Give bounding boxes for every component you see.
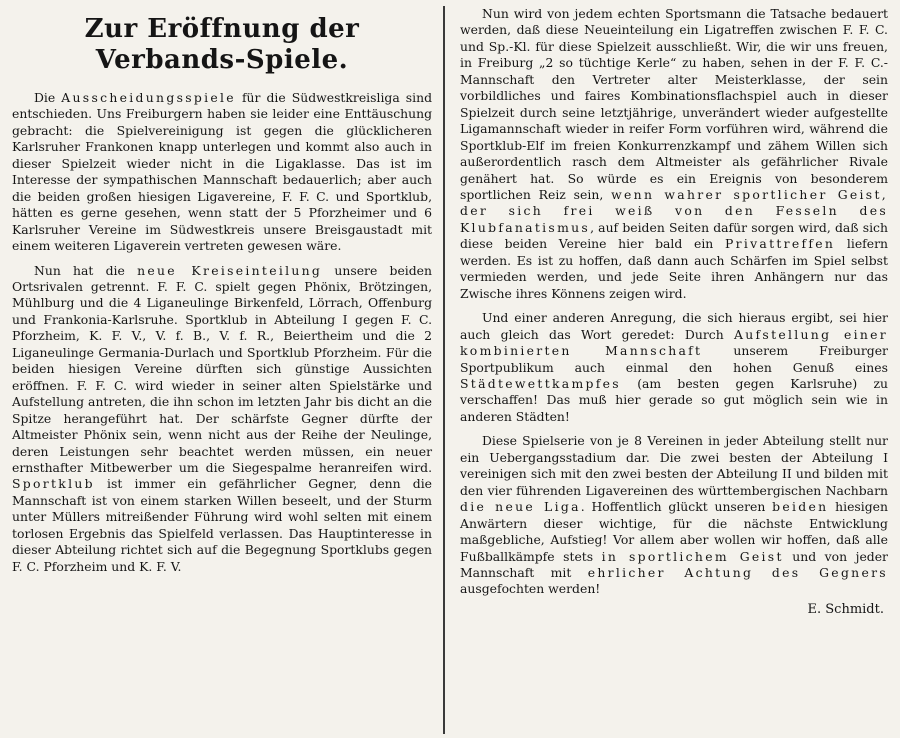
emphasized-text: beiden — [772, 499, 829, 515]
emphasized-text: Sportklub — [12, 476, 95, 492]
left-column — [6, 6, 442, 734]
text-run: ist immer ein gefährlicher Gegner, denn die Mannschaft ist von einem starken Willen beseelt, und der Sturm unter Müllers mitreißender Führung wird wohl selten mit einem torlosen Ergebnis das Spielfeld verlassen. Das Hauptinteresse in dieser Abteilung richtet sich auf die Begegnung Sportklubs gegen F. C. Pforzheim und K. F. V. — [12, 476, 433, 574]
emphasized-text: neue Kreiseinteilung — [137, 262, 323, 278]
emphasized-text: wenn wahrer sportlicher Geist, der sich frei weiß von den Fesseln des Klubfanatismus — [460, 186, 888, 235]
emphasized-text: Privattreffen — [724, 236, 836, 252]
text-run: für die Südwestkreisliga sind entschieden. Uns Freiburgern haben sie leider eine Enttäuschung gebracht: die Spielvereinigung ist gegen die glücklicheren Karlsruher Frankonen knapp unterlegen und kommt also auch in dieser Spielzeit wieder nicht in die Ligaklasse. Das ist im Interesse der sympathischen Mannschaft bedauerlich; aber auch die beiden großen hiesigen Ligavereine, F. F. C. und Sportklub, hätten es gerne gesehen, wenn statt der 5 Pforzheimer und 6 Karlsruher Vereine im Südwestkreis unsere Breisgaustadt mit einem weiteren Ligaverein vertreten gewesen wäre. — [12, 90, 433, 254]
text-run: Nun hat die — [34, 262, 138, 278]
text-run: , auf beiden Seiten dafür sorgen wird, daß sich diese beiden Vereine hier bald ein — [460, 219, 888, 252]
text-run: unserem Freiburger Sportpublikum auch einmal den hohen Genuß eines — [460, 343, 888, 375]
paragraph — [460, 6, 888, 302]
emphasized-text: ehrlicher Achtung des Gegners — [587, 564, 888, 580]
text-run: (am besten gegen Karlsruhe) zu verschaffen! Das muß hier gerade so gut möglich sein wie in anderen Städten! — [460, 375, 888, 424]
emphasized-text: Aufstellung einer kombinierten Mannschaft — [460, 326, 888, 359]
text-run: Nun wird von jedem echten Sportsmann die Tatsache bedauert werden, daß diese Neueinteilung ein Ligatreffen zwischen F. F. C. und Sp.-Kl. für diese Spielzeit ausschließt. Wir, die wir uns freuen, in Freiburg „2 so tüchtige Kerle“ zu haben, sehen in der F. F. C.-Mannschaft den Vertreter alter Meisterklasse, der sein vorbildliches und faires Kombinationsflachspiel auch in dieser Spielzeit durch seine letztjährige, unverändert wieder aufgestellte Ligamannschaft wieder in reifer Form vorführen wird, während die Sportklub-Elf im freien Konkurrenzkampf und zähem Willen sich außerordentlich rasch dem Altmeister als gefährlicher Rivale genähert hat. So würde es ein Ereignis von besonderem sportlichen Reiz sein, — [460, 6, 888, 202]
article-title: Zur Eröffnung der Verbands-Spiele. — [84, 14, 360, 75]
author-signature: E. Schmidt. — [807, 601, 884, 617]
paragraph — [460, 310, 888, 425]
text-run: Diese Spielserie von je 8 Vereinen in jeder Abteilung stellt nur ein Uebergangsstadium dar. Die zwei besten der Abteilung I vereinigen sich mit den zwei besten der Abteilung II und bilden mit den vier führenden Ligavereinen des württembergischen Nachbarn — [460, 433, 888, 498]
emphasized-text: die neue Liga — [460, 499, 581, 515]
text-run: Und einer anderen Anregung, die sich hieraus ergibt, sei hier auch gleich das Wort geredet: Durch — [460, 310, 888, 342]
text-run: liefern werden. Es ist zu hoffen, daß dann auch Schärfen im Spiel selbst vermieden werden, und jede Seite ihren Anhängern nur das Zwische ihres Könnens zeigen wird. — [460, 236, 888, 301]
text-run: unsere beiden Ortsrivalen getrennt. F. F. C. spielt gegen Phönix, Brötzingen, Mühlburg und die 4 Liganeulinge Birkenfeld, Lörrach, Offenburg und Frankonia-Karlsruhe. Sportklub in Abteilung I gegen F. C. Pforzheim, K. F. V., V. f. B., V. f. R., Beiertheim und die 2 Liganeulinge Germania-Durlach und Sportklub Pforzheim. Für die beiden hiesigen Vereine dürften sich günstige Aussichten eröffnen. F. F. C. wird wieder in seiner alten Spielstärke und Aufstellung antreten, die ihn schon im letzten Jahr bis dicht an die Spitze herangeführt hat. Der schärfste Gegner dürfte der Altmeister Phönix sein, wenn nicht aus der Reihe der Neulinge, deren Leistungen sehr beachtet werden müssen, ein neuer ernsthafter Mitbewerber um die Siegespalme heranreifen wird. — [12, 262, 433, 475]
text-run: . Hoffentlich glückt unseren — [580, 499, 773, 515]
right-column — [446, 6, 894, 734]
emphasized-text: Städtewettkampfes — [460, 375, 621, 391]
column-rule — [443, 6, 445, 734]
paragraph — [460, 433, 888, 598]
text-run: hiesigen Anwärtern dieser wichtige, für die nächste Entwicklung maßgebliche, Aufstieg! Vor allem aber wollen wir hoffen, daß alle Fußballkämpfe stets — [460, 499, 888, 564]
paragraph — [12, 263, 432, 576]
text-run: und von jeder Mannschaft mit — [460, 548, 888, 580]
paragraph — [12, 90, 432, 255]
emphasized-text: Ausscheidungsspiele — [61, 90, 236, 105]
emphasized-text: in sportlichem Geist — [601, 548, 784, 564]
text-run: Die — [34, 90, 62, 105]
text-run: ausgefochten werden! — [460, 581, 601, 597]
